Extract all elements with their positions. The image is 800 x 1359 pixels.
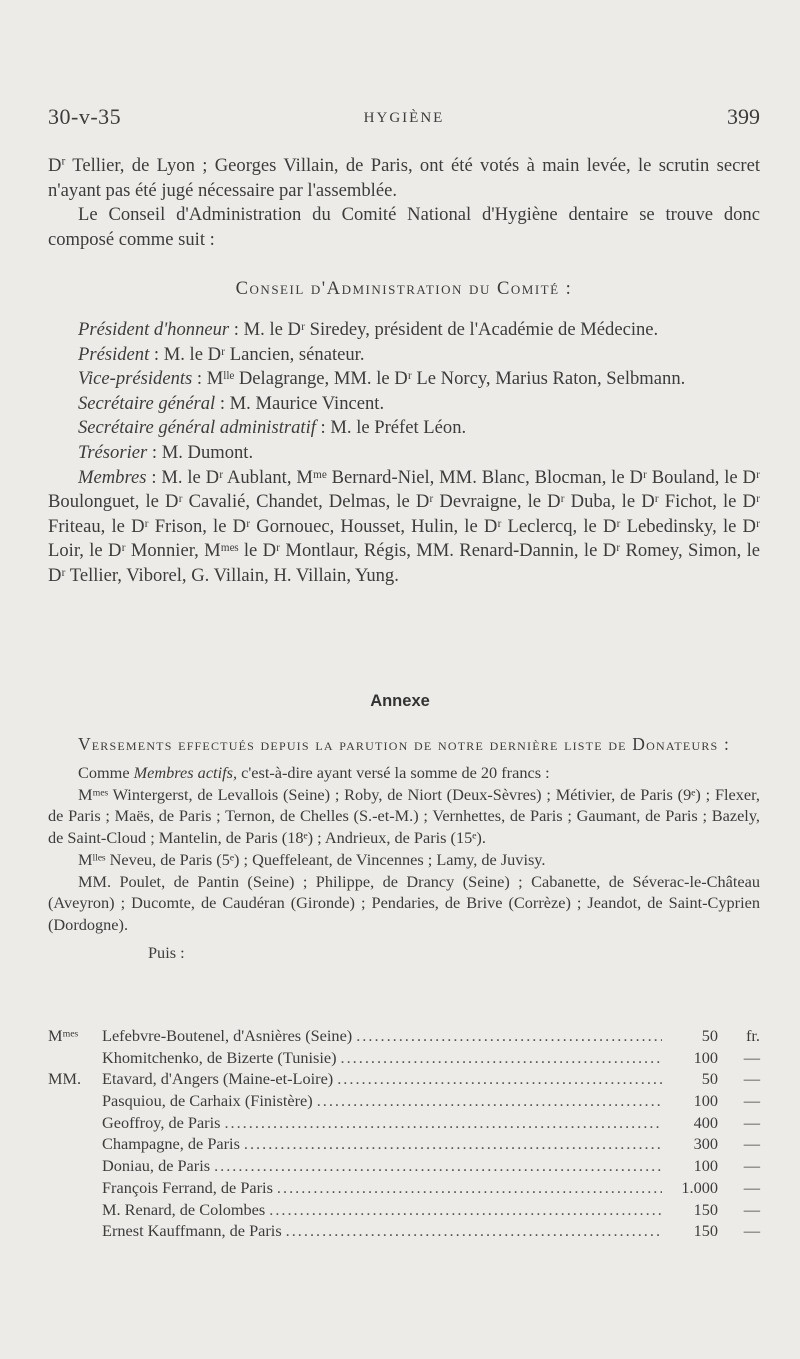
value-secretaire-general-administratif: : M. le Préfet Léon. (315, 417, 467, 439)
value-vice-presidents: : Mˡˡᵉ Delagrange, MM. le Dʳ Le Norcy, Marius Raton, Selbmann. (192, 368, 686, 390)
donation-row (48, 1025, 760, 1047)
donation-row (48, 1090, 760, 1112)
label-secretaire-general: Secrétaire général (78, 392, 216, 414)
annexe-comme-line (48, 762, 760, 784)
dot-leader (317, 1090, 662, 1112)
label-president-honneur: Président d'honneur (78, 319, 230, 340)
donation-name: M. Renard, de Colombes (102, 1199, 266, 1219)
donation-unit: — (743, 1134, 760, 1154)
dot-leader (269, 1199, 662, 1221)
comme-prefix: Comme (78, 763, 134, 782)
comme-rest: c'est-à-dire ayant versé la somme de 20 francs : (237, 763, 550, 782)
donation-unit: fr. (745, 1026, 760, 1045)
donation-unit: — (743, 1177, 760, 1197)
council-secretaire-general (48, 392, 760, 417)
intro-p1-rest: Tellier, de Lyon ; Georges Villain, de Paris, ont été votés à main levée, le scrutin secret n'ayant pas été jugé nécessaire par l'assemblée. (48, 155, 760, 201)
label-membres: Membres (78, 466, 147, 488)
dot-leader (341, 1047, 662, 1069)
annexe-mlles-paragraph: Mˡˡᵉˢ Neveu, de Paris (5ᵉ) ; Queffeleant, de Vincennes ; Lamy, de Juvisy. (78, 849, 546, 869)
donation-row (48, 1133, 760, 1155)
intro-paragraph-2: Le Conseil d'Administration du Comité National d'Hygiène dentaire se trouve donc composé comme suit : (48, 204, 760, 250)
donation-amount: 400 (693, 1112, 718, 1132)
council-president (48, 343, 760, 368)
donation-row (48, 1155, 760, 1177)
donation-amount: 300 (693, 1134, 718, 1154)
header-section-title: HYGIÈNE (363, 110, 445, 126)
donation-amount: 150 (693, 1199, 718, 1219)
dot-leader (214, 1155, 662, 1177)
dot-leader (337, 1068, 662, 1090)
donation-prefix: MM. (48, 1069, 82, 1089)
council-president-honneur (48, 318, 760, 343)
dot-leader (356, 1025, 662, 1047)
donation-row (48, 1177, 760, 1199)
header-date: 30-v-35 (48, 104, 122, 129)
value-president-honneur: : M. le Dʳ Siredey, président de l'Académie de Médecine. (229, 319, 659, 340)
label-vice-presidents: Vice-présidents (78, 368, 193, 390)
annexe-mm-paragraph: MM. Poulet, de Pantin (Seine) ; Philippe, de Drancy (Seine) ; Cabanette, de Séverac-le-Château (Aveyron) ; Ducomte, de Caudéran (Gironde) ; Pendaries, de Brive (Corrèze) ; Jeandot, de Saint-Cyprien (Dordogne). (48, 871, 760, 934)
value-membres: : M. le Dʳ Aublant, Mᵐᵉ Bernard-Niel, MM. Blanc, Blocman, le Dʳ Bouland, le Dʳ Boulonguet, le Dʳ Cavalié, Chandet, Delmas, le Dʳ Devraigne, le Dʳ Duba, le Dʳ Fichot, le Dʳ Friteau, le Dʳ Frison, le Dʳ Gornouec, Housset, Hulin, le Dʳ Leclercq, le Dʳ Lebedinsky, le Dʳ Loir, le Dʳ Monnier, Mᵐᵉˢ le Dʳ Montlaur, Régis, MM. Renard-Dannin, le Dʳ Romey, Simon, le Dʳ Tellier, Viborel, G. Villain, H. Villain, Yung. (48, 466, 760, 586)
donation-amount: 50 (701, 1069, 718, 1089)
donation-name: Pasquiou, de Carhaix (Finistère) (102, 1091, 313, 1111)
donation-name: François Ferrand, de Paris (102, 1177, 273, 1197)
council-list (48, 318, 760, 589)
running-header (48, 104, 760, 134)
dot-leader (224, 1112, 662, 1134)
donations-list (48, 1025, 760, 1242)
donation-row (48, 1068, 760, 1090)
council-vice-presidents (48, 367, 760, 392)
council-heading-block (48, 277, 760, 302)
donation-prefix: Mᵐᵉˢ (48, 1026, 79, 1045)
donation-amount: 150 (693, 1221, 718, 1241)
value-tresorier: : M. Dumont. (147, 441, 254, 463)
council-membres (48, 466, 760, 589)
donation-unit: — (743, 1069, 760, 1089)
donation-unit: — (743, 1091, 760, 1111)
donation-name: Ernest Kauffmann, de Paris (102, 1221, 282, 1241)
value-secretaire-general: : M. Maurice Vincent. (215, 392, 385, 414)
council-tresorier (48, 441, 760, 466)
comme-italic: Membres actifs, (133, 763, 238, 782)
dot-leader (244, 1133, 662, 1155)
donation-unit: — (743, 1112, 760, 1132)
donation-name: Etavard, d'Angers (Maine-et-Loire) (102, 1069, 334, 1089)
donation-row (48, 1199, 760, 1221)
annexe-heading: Versements effectués depuis la parution de notre dernière liste de Donateurs : (77, 734, 731, 754)
council-heading: Conseil d'Administration du Comité : (235, 278, 573, 299)
donation-amount: 50 (701, 1026, 718, 1045)
donation-row (48, 1220, 760, 1242)
donation-name: Champagne, de Paris (102, 1134, 240, 1154)
annexe-title: Annexe (370, 692, 430, 710)
donation-name: Doniau, de Paris (102, 1156, 211, 1176)
donation-row (48, 1047, 760, 1069)
donation-amount: 100 (693, 1047, 718, 1067)
donation-amount: 100 (693, 1156, 718, 1176)
donation-unit: — (743, 1221, 760, 1241)
intro-dr: D (48, 155, 62, 176)
intro-paragraph-1 (48, 154, 760, 203)
donation-name: Lefebvre-Boutenel, d'Asnières (Seine) (102, 1026, 353, 1045)
page-number: 399 (727, 104, 760, 129)
label-tresorier: Trésorier (78, 441, 148, 463)
donation-amount: 1.000 (681, 1177, 718, 1197)
donation-name: Geoffroy, de Paris (102, 1112, 221, 1132)
donation-row (48, 1112, 760, 1134)
label-secretaire-general-administratif: Secrétaire général administratif (78, 417, 316, 439)
dot-leader (286, 1220, 662, 1242)
annexe-body (48, 732, 760, 963)
intro-text (48, 154, 760, 252)
label-president: Président (78, 343, 150, 365)
donation-unit: — (743, 1047, 760, 1067)
value-president: : M. le Dʳ Lancien, sénateur. (149, 343, 365, 365)
donation-amount: 100 (693, 1091, 718, 1111)
dot-leader (277, 1177, 662, 1199)
council-secretaire-general-administratif (48, 416, 760, 441)
annexe-mmes-paragraph: Mᵐᵉˢ Wintergerst, de Levallois (Seine) ; Roby, de Niort (Deux-Sèvres) ; Métivier, de Paris (9ᵉ) ; Flexer, de Paris ; Maës, de Paris ; Ternon, de Chelles (S.-et-M.) ; Vernhettes, de Paris ; Gaumant, de Paris ; Bazely, de Saint-Cloud ; Mantelin, de Paris (18ᵉ) ; Andrieux, de Paris (15ᵉ). (48, 784, 760, 848)
donation-unit: — (743, 1199, 760, 1219)
annexe-puis: Puis : (148, 942, 185, 962)
donation-name: Khomitchenko, de Bizerte (Tunisie) (102, 1047, 337, 1067)
donation-unit: — (743, 1156, 760, 1176)
intro-dr-sup: r (61, 155, 66, 168)
